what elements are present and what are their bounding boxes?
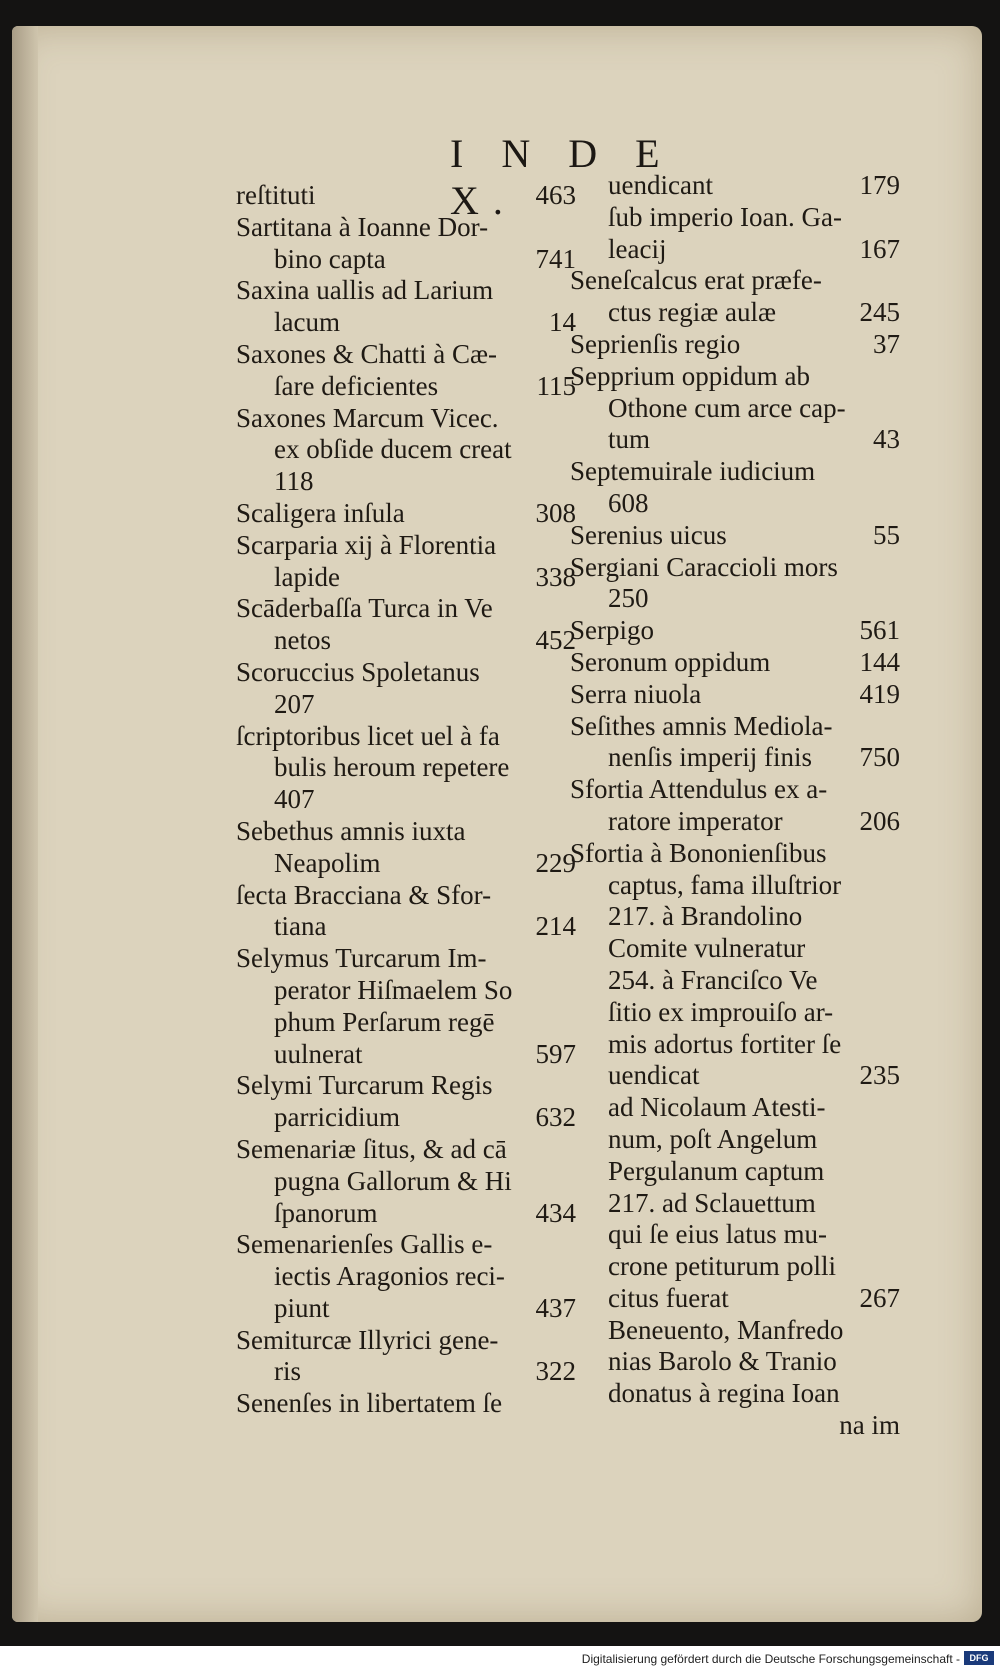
index-entry-text: bulis heroum repetere: [274, 752, 510, 783]
index-entry-text: Sfortia à Bononienſibus: [570, 837, 827, 868]
index-entry-text: pugna Gallorum & Hi: [274, 1165, 512, 1196]
index-entry-text: Selymus Turcarum Im-: [236, 943, 487, 974]
index-entry-page-number: 37: [873, 328, 900, 359]
index-entry-page-number: 206: [859, 805, 900, 836]
index-entry: [570, 393, 900, 425]
index-entry: [236, 975, 576, 1007]
index-entry-text: Serenius uicus: [570, 519, 727, 550]
index-entry-page-number: 144: [859, 646, 900, 677]
index-entry-page-number: 179: [859, 170, 900, 200]
index-entry-text: Sfortia Attendulus ex a-: [570, 774, 828, 805]
index-entry-text: lacum: [274, 307, 340, 338]
index-entry-page-number: 437: [535, 1292, 576, 1323]
index-entry-text: Beneuento, Manfredo: [608, 1314, 844, 1345]
index-entry: [236, 1039, 576, 1071]
index-entry: [236, 530, 576, 562]
index-entry: [570, 1251, 900, 1283]
index-entry-page-number: 115: [536, 370, 576, 401]
index-entry-text: uendicat: [608, 1060, 700, 1091]
footer-bar: [0, 1646, 1000, 1671]
index-entry-text: Semenarienſes Gallis e-: [236, 1229, 493, 1260]
page-edge: [12, 26, 38, 1622]
index-entry: [236, 1134, 576, 1166]
index-entry: [570, 806, 900, 838]
index-entry-page-number: 267: [859, 1282, 900, 1313]
index-entry: [236, 689, 576, 721]
index-entry: [236, 1229, 576, 1261]
index-entry-text: Sergiani Caraccioli mors: [570, 551, 838, 582]
index-entry-text: parricidium: [274, 1102, 400, 1133]
index-entry: [570, 488, 900, 520]
index-entry-text: 118: [274, 466, 314, 497]
index-entry: [570, 615, 900, 647]
index-entry: [236, 1198, 576, 1230]
index-entry-page-number: 245: [859, 297, 900, 328]
index-entry-text: ratore imperator: [608, 805, 783, 836]
index-entry: [236, 1102, 576, 1134]
index-column-left: [236, 180, 576, 1420]
index-entry-text: 254. à Franciſco Ve: [608, 964, 818, 995]
index-entry: [570, 456, 900, 488]
index-entry-text: Scaligera inſula: [236, 497, 405, 528]
index-entry-text: ctus regiæ aulæ: [608, 297, 776, 328]
index-entry-text: ſecta Bracciana & Sfor-: [236, 879, 492, 910]
index-entry: [570, 329, 900, 361]
index-entry-text: donatus à regina Ioan: [608, 1378, 840, 1409]
page-header: I N D E X.: [450, 131, 674, 223]
dfg-logo: DFG: [964, 1651, 994, 1665]
index-entry-page-number: 308: [535, 497, 576, 528]
index-entry-text: 608: [608, 487, 649, 518]
index-entry-text: captus, fama illuſtrior: [608, 869, 842, 900]
index-entry: [570, 234, 900, 266]
index-entry: [236, 180, 576, 212]
index-entry-text: Scāderbaſſa Turca in Ve: [236, 593, 493, 624]
index-entry-page-number: 55: [873, 519, 900, 550]
index-entry-page-number: 229: [535, 847, 576, 878]
index-entry-text: Senenſes in libertatem ſe: [236, 1388, 503, 1419]
index-entry: [236, 784, 576, 816]
index-entry-text: 217. à Brandolino: [608, 901, 803, 932]
index-entry-text: Seneſcalcus erat præfe-: [570, 265, 822, 296]
index-entry-text: Pergulanum captum: [608, 1155, 825, 1186]
index-entry-text: uulnerat: [274, 1038, 363, 1069]
index-entry: [570, 1188, 900, 1220]
index-entry-text: ſub imperio Ioan. Ga-: [608, 201, 842, 232]
index-entry-text: Saxina uallis ad Larium: [236, 275, 494, 306]
index-entry: [236, 880, 576, 912]
index-entry: [236, 244, 576, 276]
index-entry-text: nenſis imperij finis: [608, 742, 812, 773]
index-entry-text: Neapolim: [274, 847, 381, 878]
index-entry-page-number: 434: [535, 1197, 576, 1228]
index-entry: [236, 911, 576, 943]
index-entry-text: nias Barolo & Tranio: [608, 1346, 837, 1377]
index-entry: [236, 721, 576, 753]
index-entry-text: ſpanorum: [274, 1197, 378, 1228]
index-entry: [570, 965, 900, 997]
index-entry: [236, 212, 576, 244]
index-entry: [570, 1283, 900, 1315]
index-entry: [570, 170, 900, 202]
index-entry: [570, 870, 900, 902]
index-entry: [236, 1293, 576, 1325]
index-entry-text: na im: [839, 1410, 900, 1441]
index-entry: [236, 1166, 576, 1198]
index-entry-text: ad Nicolaum Atesti-: [608, 1092, 826, 1123]
index-entry: [570, 1124, 900, 1156]
index-entry-text: mis adortus fortiter ſe: [608, 1028, 842, 1059]
index-entry-page-number: 43: [873, 424, 900, 455]
index-entry-text: leacij: [608, 233, 667, 264]
index-entry: [236, 625, 576, 657]
index-entry-text: ſare deficientes: [274, 370, 439, 401]
index-entry-text: 250: [608, 583, 649, 614]
footer-credit: Digitalisierung gefördert durch die Deutsche Forschungsgemeinschaft -: [581, 1652, 960, 1666]
index-entry: [236, 1356, 576, 1388]
index-entry-text: Scarparia xij à Florentia: [236, 529, 497, 560]
index-entry: [236, 307, 576, 339]
index-entry-text: piunt: [274, 1292, 330, 1323]
index-entry: [570, 1029, 900, 1061]
index-entry-text: Comite vulneratur: [608, 933, 806, 964]
index-entry-text: tiana: [274, 911, 327, 942]
index-entry-text: qui ſe eius latus mu-: [608, 1219, 827, 1250]
index-entry-page-number: 632: [535, 1102, 576, 1133]
index-entry: [236, 848, 576, 880]
index-entry-text: Sebethus amnis iuxta: [236, 815, 466, 846]
index-entry-text: Othone cum arce cap-: [608, 392, 846, 423]
index-entry: [236, 943, 576, 975]
index-entry-text: Scoruccius Spoletanus: [236, 656, 480, 687]
index-entry-page-number: 322: [535, 1356, 576, 1387]
index-entry-text: Serpigo: [570, 615, 654, 646]
index-entry-page-number: 741: [535, 243, 576, 274]
index-entry-text: crone petiturum polli: [608, 1251, 836, 1282]
index-entry-text: Septemuirale iudicium: [570, 456, 816, 487]
index-entry: [570, 838, 900, 870]
index-entry-text: Semiturcæ Illyrici gene-: [236, 1324, 499, 1355]
index-entry: [570, 774, 900, 806]
index-entry-text: netos: [274, 625, 331, 656]
index-entry: [236, 1007, 576, 1039]
index-entry: [570, 1219, 900, 1251]
index-entry-text: ris: [274, 1356, 301, 1387]
index-entry-page-number: 235: [859, 1060, 900, 1091]
index-entry-page-number: 167: [859, 233, 900, 264]
index-entry-text: Saxones Marcum Vicec.: [236, 402, 499, 433]
index-entry: [236, 657, 576, 689]
index-entry: [570, 297, 900, 329]
index-entry: [570, 1060, 900, 1092]
index-entry-text: Seronum oppidum: [570, 646, 771, 677]
index-entry: [570, 1346, 900, 1378]
index-entry-text: 217. ad Sclauettum: [608, 1187, 816, 1218]
index-entry-text: phum Perſarum regē: [274, 1006, 495, 1037]
index-entry-page-number: 452: [535, 625, 576, 656]
index-entry: [236, 1261, 576, 1293]
index-entry-page-number: 561: [859, 615, 900, 646]
index-entry-text: Seſithes amnis Mediola-: [570, 710, 833, 741]
index-entry-text: reſtituti: [236, 180, 316, 210]
index-entry-text: ſcriptoribus licet uel à fa: [236, 720, 500, 751]
index-entry: [236, 1325, 576, 1357]
index-entry-page-number: 419: [859, 678, 900, 709]
index-entry: [570, 901, 900, 933]
index-entry-text: tum: [608, 424, 651, 455]
index-entry: [570, 1092, 900, 1124]
index-entry-page-number: 338: [535, 561, 576, 592]
index-entry: [570, 742, 900, 774]
index-entry: [236, 816, 576, 848]
index-entry-page-number: 597: [535, 1038, 576, 1069]
index-entry-text: Seprienſis regio: [570, 328, 741, 359]
index-entry: [236, 498, 576, 530]
index-entry: [570, 1410, 900, 1442]
index-entry: [570, 1156, 900, 1188]
index-entry: [570, 520, 900, 552]
index-entry-text: ſitio ex improuiſo ar-: [608, 996, 834, 1027]
index-entry-text: Sartitana à Ioanne Dor-: [236, 211, 489, 242]
index-entry: [570, 424, 900, 456]
index-entry: [236, 562, 576, 594]
index-entry: [236, 371, 576, 403]
index-entry-text: Serra niuola: [570, 678, 702, 709]
index-entry: [236, 593, 576, 625]
index-entry-page-number: 14: [549, 307, 576, 338]
index-entry: [570, 679, 900, 711]
index-entry-text: perator Hiſmaelem So: [274, 974, 513, 1005]
index-entry: [570, 997, 900, 1029]
index-entry: [570, 711, 900, 743]
index-entry: [570, 202, 900, 234]
index-entry-text: 207: [274, 688, 315, 719]
index-entry-text: citus fuerat: [608, 1282, 729, 1313]
index-entry-text: Sepprium oppidum ab: [570, 360, 810, 391]
index-entry-page-number: 463: [535, 180, 576, 210]
index-entry: [570, 1378, 900, 1410]
index-entry: [570, 552, 900, 584]
index-entry: [236, 434, 576, 466]
index-entry: [236, 339, 576, 371]
index-entry: [236, 1070, 576, 1102]
index-entry: [570, 1315, 900, 1347]
index-entry: [236, 752, 576, 784]
index-entry: [570, 647, 900, 679]
index-entry-text: iectis Aragonios reci-: [274, 1261, 505, 1292]
index-entry-text: num, poſt Angelum: [608, 1123, 818, 1154]
index-entry: [236, 275, 576, 307]
index-entry-page-number: 214: [535, 911, 576, 942]
index-entry: [570, 265, 900, 297]
index-entry: [236, 403, 576, 435]
index-entry-page-number: 750: [859, 742, 900, 773]
index-entry-text: 407: [274, 784, 315, 815]
index-entry: [236, 466, 576, 498]
index-entry-text: Saxones & Chatti à Cæ-: [236, 338, 497, 369]
index-entry: [236, 1388, 576, 1420]
index-entry-text: Semenariæ ſitus, & ad cā: [236, 1133, 507, 1164]
index-entry-text: bino capta: [274, 243, 386, 274]
index-entry-text: uendicant: [608, 170, 713, 200]
index-entry: [570, 583, 900, 615]
index-entry: [570, 361, 900, 393]
index-entry: [570, 933, 900, 965]
index-entry-text: lapide: [274, 561, 340, 592]
index-entry-text: Selymi Turcarum Regis: [236, 1070, 493, 1101]
index-entry-text: ex obſide ducem creat: [274, 434, 512, 465]
index-column-right: [570, 170, 900, 1442]
